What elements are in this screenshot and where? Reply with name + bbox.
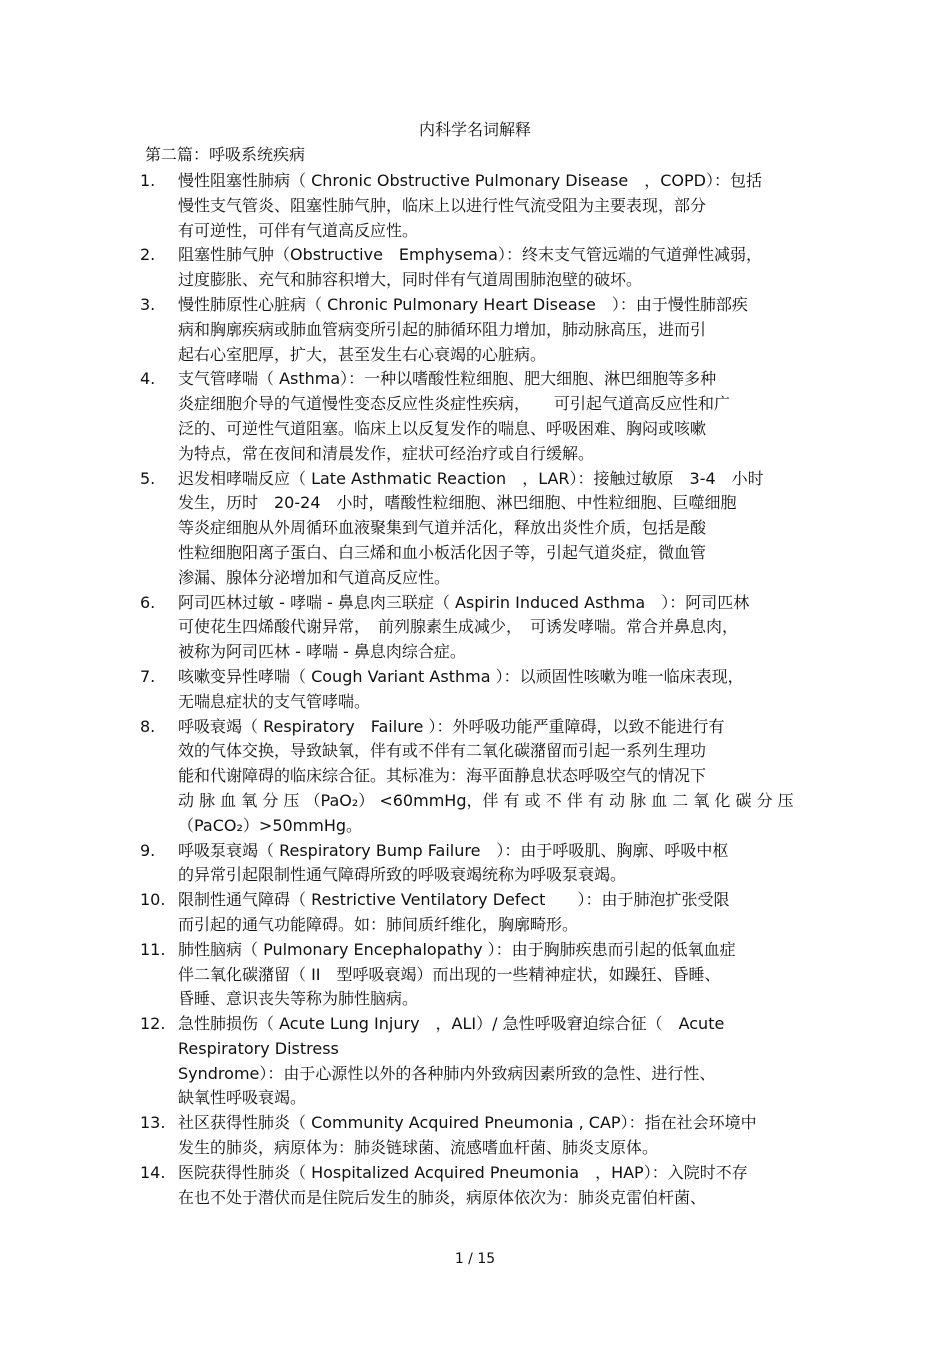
definition-line: 泛的、可逆性气道阻塞。临床上以反复发作的喘息、呼吸困难、胸闷或咳嗽 xyxy=(178,418,707,438)
definition-line: 社区获得性肺炎（ Community Acquired Pneumonia , CAP）：指在社会环境中 xyxy=(178,1113,757,1133)
definition-line: 的异常引起限制性通气障碍所致的呼吸衰竭统称为呼吸泵衰竭。 xyxy=(178,865,627,885)
term-number: 2. xyxy=(140,245,156,265)
definition-line: 呼吸衰竭（ Respiratory Failure ）：外呼吸功能严重障碍，以致不能进行有 xyxy=(178,716,725,736)
definition-line: 呼吸泵衰竭（ Respiratory Bump Failure ）：由于呼吸肌、胸廓、呼吸中枢 xyxy=(178,840,729,860)
definition-line: 肺性脑病（ Pulmonary Encephalopathy ）：由于胸肺疾患而引起的低氧血症 xyxy=(178,939,736,959)
definition-line: 起右心室肥厚，扩大，甚至发生右心衰竭的心脏病。 xyxy=(178,344,547,364)
definition-line: 急性肺损伤（ Acute Lung Injury ，ALI）/ 急性呼吸窘迫综合征（ Acute xyxy=(178,1014,725,1034)
term-number: 5. xyxy=(140,468,156,488)
term-definition xyxy=(178,1111,805,1161)
term-definition xyxy=(178,591,805,665)
definition-line: 发生，历时 20-24 小时，嗜酸性粒细胞、淋巴细胞、中性粒细胞、巨噬细胞 xyxy=(178,493,737,513)
term-entry xyxy=(0,243,950,293)
term-number: 1. xyxy=(140,171,156,190)
definition-line: 无喘息症状的支气管哮喘。 xyxy=(178,691,371,711)
term-definition xyxy=(178,1012,805,1111)
term-entry xyxy=(0,367,950,466)
definition-line: 病和胸廓疾病或肺血管病变所引起的肺循环阻力增加，肺动脉高压，进而引 xyxy=(178,319,707,339)
definition-line: 缺氧性呼吸衰竭。 xyxy=(178,1088,307,1108)
definition-line: 限制性通气障碍（ Restrictive Ventilatory Defect ）：由于肺泡扩张受限 xyxy=(178,890,730,910)
definition-line: 被称为阿司匹林 - 哮喘 - 鼻息肉综合症。 xyxy=(178,642,466,662)
term-definition xyxy=(178,293,805,367)
term-entry xyxy=(0,1012,950,1111)
definition-line: 昏睡、意识丧失等称为肺性脑病。 xyxy=(178,989,419,1009)
definition-line: 慢性肺原性心脏病（ Chronic Pulmonary Heart Disease ）：由于慢性肺部疾 xyxy=(178,294,748,314)
definition-line: 迟发相哮喘反应（ Late Asthmatic Reaction ，LAR）：接触过敏原 3-4 小时 xyxy=(178,468,764,488)
term-number: 3. xyxy=(140,294,156,314)
definition-line: 渗漏、腺体分泌增加和气道高反应性。 xyxy=(178,567,451,587)
term-entry xyxy=(0,938,950,1012)
definition-line: 为特点，常在夜间和清晨发作，症状可经治疗或自行缓解。 xyxy=(178,443,595,463)
term-definition xyxy=(178,367,805,466)
term-entry xyxy=(0,839,950,889)
term-definition xyxy=(178,169,805,243)
term-definition xyxy=(178,715,805,839)
term-entry xyxy=(0,888,950,938)
definition-line: 发生的肺炎，病原体为：肺炎链球菌、流感嗜血杆菌、肺炎支原体。 xyxy=(178,1138,659,1158)
definition-line: 支气管哮喘（ Asthma）：一种以嗜酸性粒细胞、肥大细胞、淋巴细胞等多种 xyxy=(178,369,717,389)
term-number: 9. xyxy=(140,840,156,860)
definition-line: 可使花生四烯酸代谢异常， 前列腺素生成减少， 可诱发哮喘。常合并鼻息肉， xyxy=(178,617,739,637)
definition-line: 慢性阻塞性肺病（ Chronic Obstructive Pulmonary Disease ，COPD）：包括 xyxy=(178,171,762,190)
term-entry xyxy=(0,591,950,665)
term-entry xyxy=(0,467,950,591)
section-heading: 第二篇：呼吸系统疾病 xyxy=(145,145,306,164)
definition-line: Respiratory Distress xyxy=(178,1038,339,1058)
definition-line: 而引起的通气功能障碍。如：肺间质纤维化，胸廓畸形。 xyxy=(178,914,579,934)
document-title: 内科学名词解释 xyxy=(418,120,531,139)
term-entry xyxy=(0,665,950,715)
term-definition xyxy=(178,243,805,293)
definition-line: （PaCO₂）>50mmHg。 xyxy=(178,815,363,835)
definition-line: 阿司匹林过敏 - 哮喘 - 鼻息肉三联症（ Aspirin Induced Asthma ）：阿司匹林 xyxy=(178,592,750,612)
term-number: 4. xyxy=(140,369,156,389)
definition-line: 过度膨胀、充气和肺容积增大，同时伴有气道周围肺泡壁的破坏。 xyxy=(178,270,643,290)
term-number: 6. xyxy=(140,592,156,612)
term-definition xyxy=(178,938,805,1012)
term-definition xyxy=(178,839,805,889)
definition-line: 有可逆性，可伴有气道高反应性。 xyxy=(178,220,419,240)
term-entry xyxy=(0,715,950,839)
term-number: 11. xyxy=(140,939,166,959)
term-number: 7. xyxy=(140,666,156,686)
term-entry xyxy=(0,169,950,243)
definition-line: 伴二氧化碳潴留（ II 型呼吸衰竭）而出现的一些精神症状，如躁狂、昏睡、 xyxy=(178,964,721,984)
definition-line: Syndrome）：由于心源性以外的各种肺内外致病因素所致的急性、进行性、 xyxy=(178,1063,716,1083)
term-entry xyxy=(0,1161,950,1211)
definition-line: 性粒细胞阳离子蛋白、白三烯和血小板活化因子等，引起气道炎症，微血管 xyxy=(178,542,707,562)
definition-line: 咳嗽变异性哮喘（ Cough Variant Asthma ）：以顽固性咳嗽为唯一临床表现， xyxy=(178,666,744,686)
definition-line: 效的气体交换，导致缺氧，伴有或不伴有二氧化碳潴留而引起一系列生理功 xyxy=(178,741,707,761)
term-list xyxy=(0,169,950,1210)
term-number: 10. xyxy=(140,890,166,910)
definition-line: 阻塞性肺气肿（Obstructive Emphysema）：终末支气管远端的气道弹性减弱， xyxy=(178,245,762,265)
term-entry xyxy=(0,1111,950,1161)
definition-line: 医院获得性肺炎（ Hospitalized Acquired Pneumonia ，HAP）：入院时不存 xyxy=(178,1162,748,1182)
definition-line: 等炎症细胞从外周循环血液聚集到气道并活化，释放出炎性介质，包括是酸 xyxy=(178,518,707,538)
term-definition xyxy=(178,1161,805,1211)
definition-line: 在也不处于潜伏而是住院后发生的肺炎，病原体依次为：肺炎克雷伯杆菌、 xyxy=(178,1187,707,1207)
term-entry xyxy=(0,293,950,367)
definition-line: 慢性支气管炎、阻塞性肺气肿，临床上以进行性气流受阻为主要表现，部分 xyxy=(178,195,707,215)
term-definition xyxy=(178,888,805,938)
definition-line: 炎症细胞介导的气道慢性变态反应性炎症性疾病， 可引起气道高反应性和广 xyxy=(178,394,731,414)
term-number: 8. xyxy=(140,716,156,736)
term-definition xyxy=(178,665,805,715)
page-number: 1 / 15 xyxy=(454,1251,496,1267)
definition-line: 动 脉 血 氧 分 压 （PaO₂） <60mmHg，伴 有 或 不 伴 有 动 脉 血 二 氧 化 碳 分 压 xyxy=(178,790,794,810)
definition-line: 能和代谢障碍的临床综合征。其标准为：海平面静息状态呼吸空气的情况下 xyxy=(178,766,707,786)
term-number: 12. xyxy=(140,1014,166,1034)
term-number: 14. xyxy=(140,1162,166,1182)
term-definition xyxy=(178,467,805,591)
term-number: 13. xyxy=(140,1113,166,1133)
